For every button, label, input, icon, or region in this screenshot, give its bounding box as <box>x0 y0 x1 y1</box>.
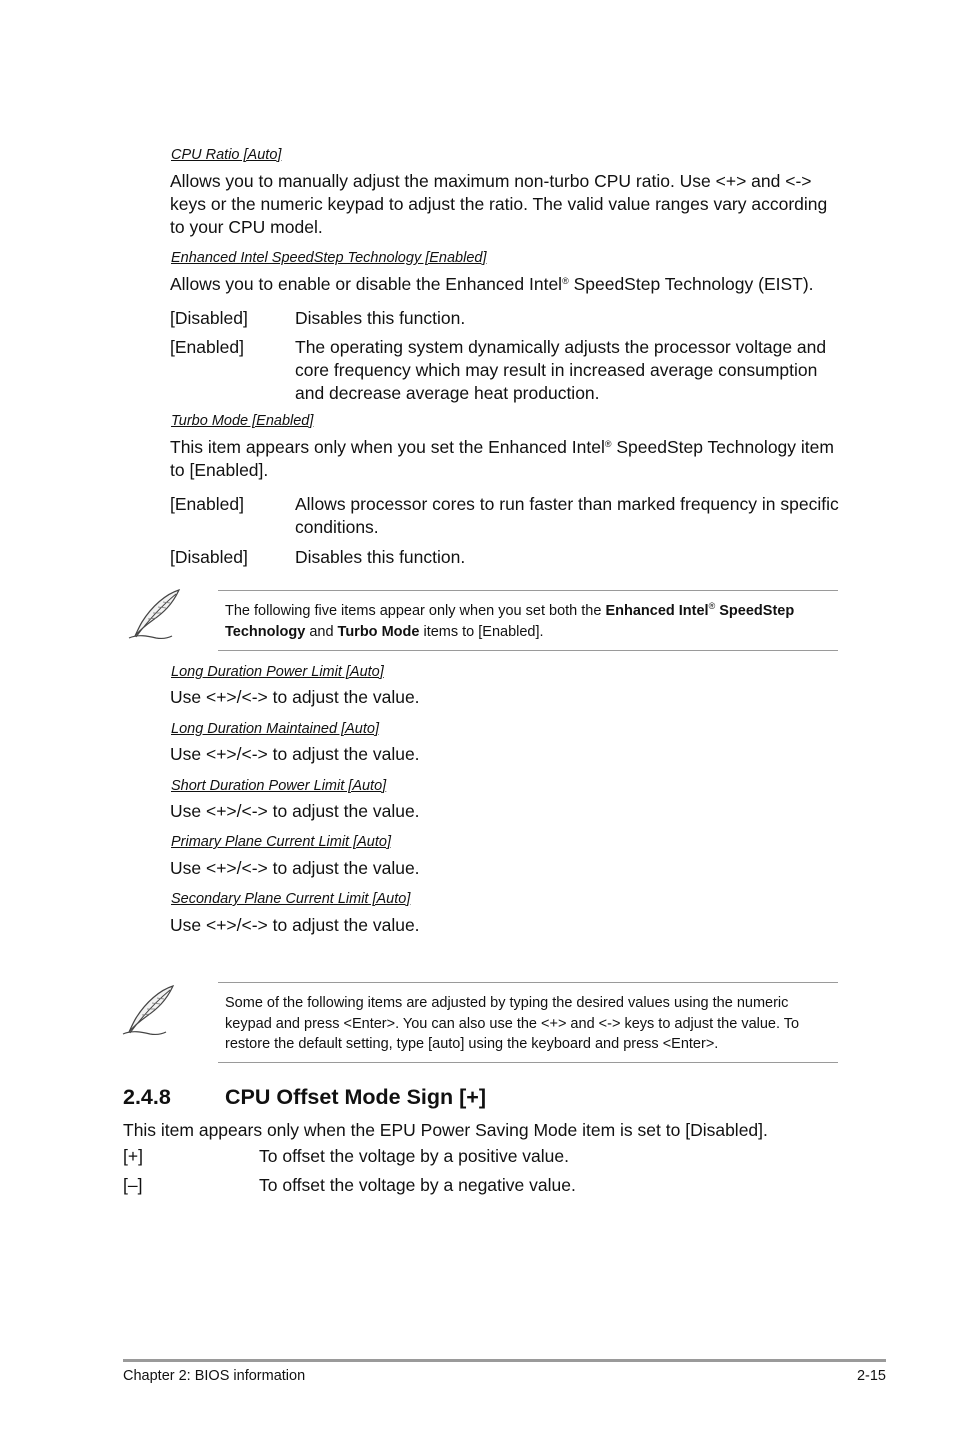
limit-item-desc: Use <+>/<-> to adjust the value. <box>170 687 420 707</box>
limit-item-title: Primary Plane Current Limit [Auto] <box>171 834 391 850</box>
eist-option-desc: The operating system dynamically adjusts the processor voltage and core frequency which may result in increased average consumption and decrease average heat production. <box>295 337 827 403</box>
turbo-mode-title: Turbo Mode [Enabled] <box>171 413 314 429</box>
note-text: The following five items appear only when you set both the Enhanced Intel® SpeedStep Technology and Turbo Mode items to [Enabled]. <box>225 601 795 640</box>
section-title: CPU Offset Mode Sign [+] <box>225 1085 486 1109</box>
limit-item-title: Long Duration Power Limit [Auto] <box>171 664 384 680</box>
turbo-option-desc: Disables this function. <box>295 547 466 567</box>
limit-item-desc: Use <+>/<-> to adjust the value. <box>170 744 420 764</box>
limit-item-title: Long Duration Maintained [Auto] <box>171 721 379 737</box>
footer-rule <box>123 1359 886 1362</box>
turbo-mode-description: This item appears only when you set the Enhanced Intel® SpeedStep Technology item to [Enabled]. <box>170 437 834 480</box>
footer-chapter: Chapter 2: BIOS information <box>123 1368 306 1384</box>
limit-item-desc: Use <+>/<-> to adjust the value. <box>170 801 420 821</box>
limit-item-title: Secondary Plane Current Limit [Auto] <box>171 891 411 907</box>
note-bottom-rule <box>218 650 838 651</box>
note-text: Some of the following items are adjusted by typing the desired values using the numeric keypad and press <Enter>. You can also use the <+> and <-> keys to adjust the value. To restore the default setting, type [auto] using the keyboard and press <Enter>. <box>225 995 800 1052</box>
note-bottom-rule <box>218 1062 838 1063</box>
note-top-rule <box>218 982 838 983</box>
offset-option-desc: To offset the voltage by a negative value. <box>259 1175 576 1195</box>
offset-option-desc: To offset the voltage by a positive value. <box>259 1146 570 1166</box>
eist-option-key: [Disabled] <box>170 308 248 328</box>
section-number: 2.4.8 <box>123 1085 171 1109</box>
turbo-option-desc: Allows processor cores to run faster than marked frequency in specific conditions. <box>295 494 839 537</box>
feather-pen-icon <box>120 984 180 1040</box>
offset-option-key: [+] <box>123 1146 143 1166</box>
eist-title: Enhanced Intel SpeedStep Technology [Enabled] <box>171 250 487 266</box>
eist-option-key: [Enabled] <box>170 337 244 357</box>
note-top-rule <box>218 590 838 591</box>
eist-description: Allows you to enable or disable the Enhanced Intel® SpeedStep Technology (EIST). <box>170 274 814 294</box>
limit-item-desc: Use <+>/<-> to adjust the value. <box>170 915 420 935</box>
limit-item-desc: Use <+>/<-> to adjust the value. <box>170 858 420 878</box>
turbo-option-key: [Enabled] <box>170 494 244 514</box>
turbo-option-key: [Disabled] <box>170 547 248 567</box>
feather-pen-icon <box>126 588 186 644</box>
limit-item-title: Short Duration Power Limit [Auto] <box>171 778 387 794</box>
offset-option-key: [–] <box>123 1175 143 1195</box>
cpu-ratio-title: CPU Ratio [Auto] <box>171 147 282 163</box>
eist-option-desc: Disables this function. <box>295 308 466 328</box>
page-number: 2-15 <box>856 1368 886 1384</box>
section-description: This item appears only when the EPU Power Saving Mode item is set to [Disabled]. <box>123 1120 768 1140</box>
cpu-ratio-description: Allows you to manually adjust the maximum non-turbo CPU ratio. Use <+> and <-> keys or the numeric keypad to adjust the ratio. The valid value ranges vary according to your CPU model. <box>170 171 828 237</box>
